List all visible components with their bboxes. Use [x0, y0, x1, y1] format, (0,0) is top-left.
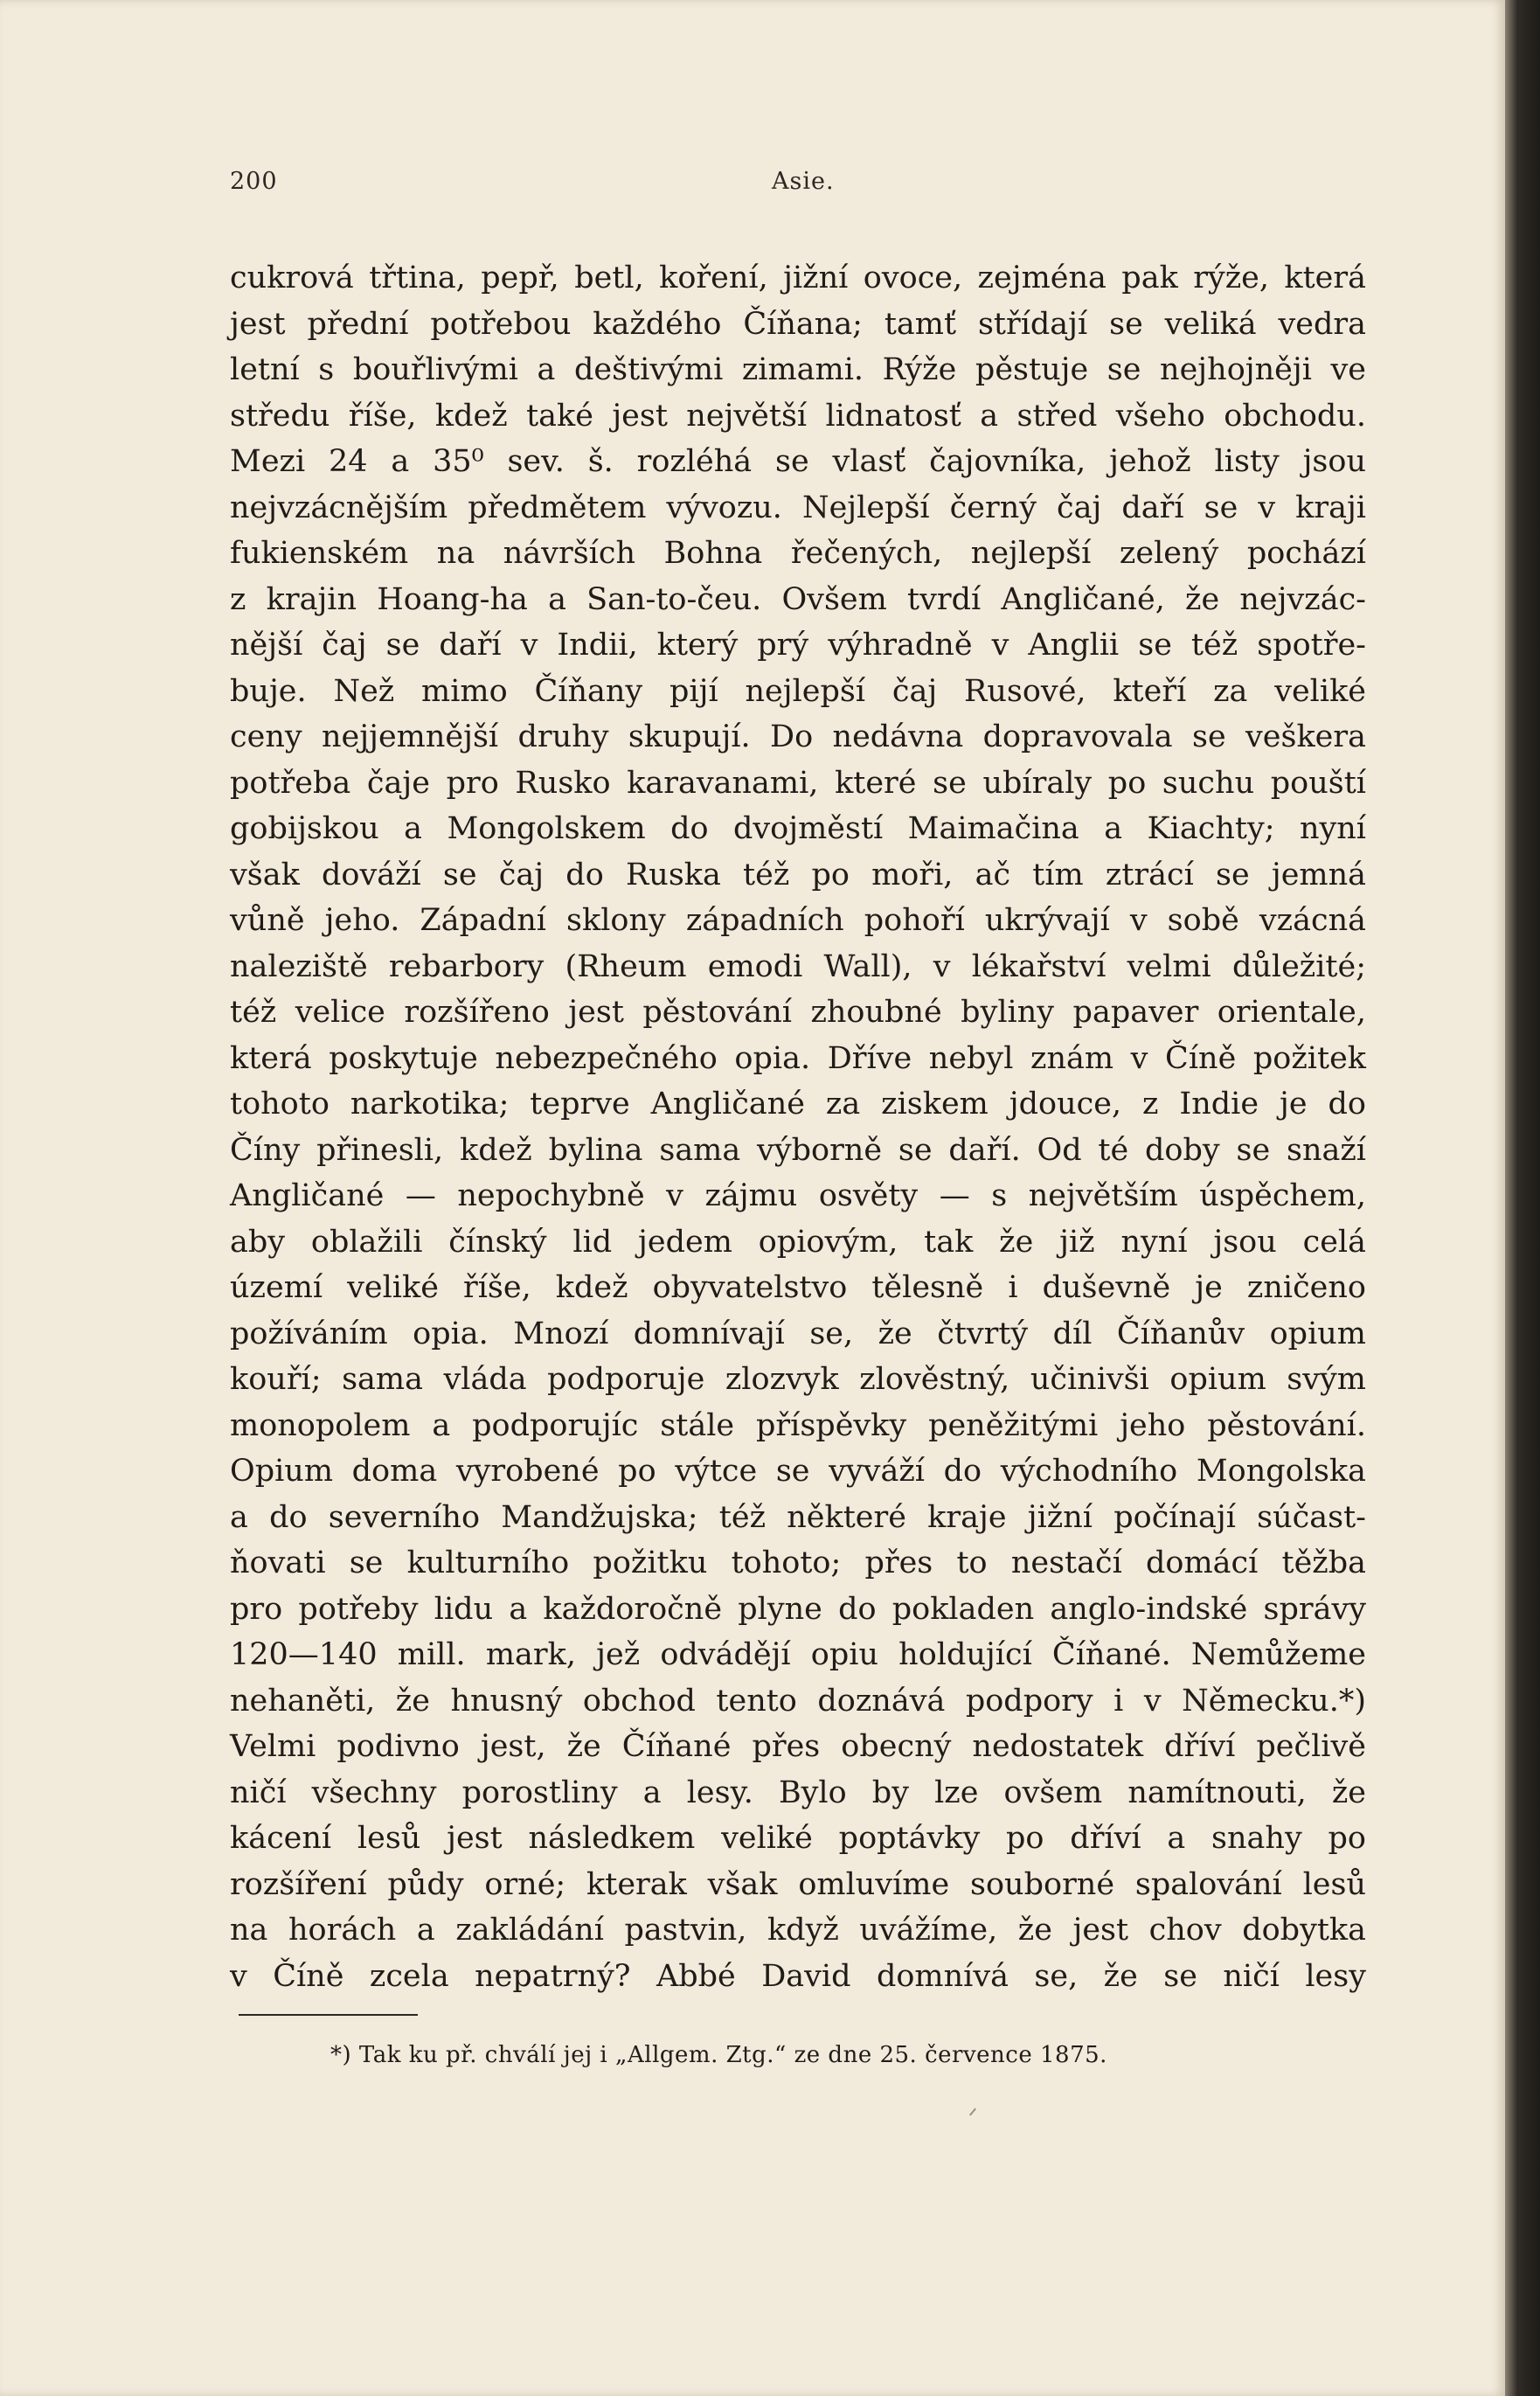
- text-line: která poskytuje nebezpečného opia. Dříve nebyl znám v Číně požitek: [230, 1040, 1366, 1076]
- text-line: požíváním opia. Mnozí domnívají se, že čtvrtý díl Číňanův opium: [230, 1316, 1366, 1351]
- text-line: jest přední potřebou každého Číňana; tamť střídají se veliká vedra: [230, 306, 1366, 342]
- text-line: Velmi podivno jest, že Číňané přes obecný nedostatek dříví pečlivě: [230, 1729, 1366, 1764]
- text-line: z krajin Hoang-ha a San-to-čeu. Ovšem tvrdí Angličané, že nejvzác-: [230, 581, 1366, 617]
- text-line: aby oblažili čínský lid jedem opiovým, tak že již nyní jsou celá: [230, 1224, 1366, 1260]
- page-header: [230, 168, 1366, 199]
- text-line: Angličané — nepochybně v zájmu osvěty — s největším úspěchem,: [230, 1178, 1366, 1213]
- running-title: Asie.: [772, 168, 835, 195]
- text-line: území veliké říše, kdež obyvatelstvo tělesně i duševně je zničeno: [230, 1270, 1366, 1305]
- text-line: fukienském na návrších Bohna řečených, nejlepší zelený pochází: [230, 536, 1366, 571]
- text-line: nejvzácnějším předmětem vývozu. Nejlepší černý čaj daří se v kraji: [230, 490, 1366, 525]
- text-line: pro potřeby lidu a každoročně plyne do pokladen anglo-indské správy: [230, 1591, 1366, 1627]
- text-line: Číny přinesli, kdež bylina sama výborně se daří. Od té doby se snaží: [230, 1132, 1366, 1168]
- text-line: vůně jeho. Západní sklony západních pohoří ukrývají v sobě vzácná: [230, 903, 1366, 938]
- text-line: letní s bouřlivými a deštivými zimami. Rýže pěstuje se nejhojněji ve: [230, 352, 1366, 387]
- text-line: ničí všechny porostliny a lesy. Bylo by lze ovšem namítnouti, že: [230, 1774, 1366, 1810]
- text-line: nehaněti, že hnusný obchod tento doznává podpory i v Německu.*): [230, 1683, 1366, 1719]
- text-line: na horách a zakládání pastvin, když uvážíme, že jest chov dobytka: [230, 1913, 1366, 1948]
- text-line: tohoto narkotika; teprve Angličané za ziskem jdouce, z Indie je do: [230, 1087, 1366, 1122]
- text-line: v Číně zcela nepatrný? Abbé David domnívá se, že se ničí lesy: [230, 1958, 1366, 1994]
- text-line: Mezi 24 a 35⁰ sev. š. rozléhá se vlasť čajovníka, jehož listy jsou: [230, 444, 1366, 479]
- book-binding-edge: [1505, 0, 1540, 2396]
- text-line: rozšíření půdy orné; kterak však omluvíme souborné spalování lesů: [230, 1866, 1366, 1902]
- page-number: 200: [230, 168, 278, 195]
- text-line: 120—140 mill. mark, jež odvádějí opiu holdující Číňané. Nemůžeme: [230, 1637, 1366, 1672]
- ink-speck: [969, 2108, 976, 2116]
- body-text: [230, 255, 1366, 1999]
- text-line: ňovati se kulturního požitku tohoto; přes to nestačí domácí těžba: [230, 1545, 1366, 1580]
- text-line: nější čaj se daří v Indii, který prý výhradně v Anglii se též spotře-: [230, 628, 1366, 663]
- text-line: středu říše, kdež také jest největší lidnatosť a střed všeho obchodu.: [230, 398, 1366, 434]
- text-line: a do severního Mandžujska; též některé kraje jižní počínají súčast-: [230, 1499, 1366, 1535]
- text-line: kouří; sama vláda podporuje zlozvyk zlověstný, učinivši opium svým: [230, 1362, 1366, 1397]
- text-line: Opium doma vyrobené po výtce se vyváží do východního Mongolska: [230, 1454, 1366, 1489]
- footnote: *) Tak ku př. chválí jej i „Allgem. Ztg.“ ze dne 25. července 1875.: [330, 2042, 1107, 2068]
- text-line: potřeba čaje pro Rusko karavanami, které se ubíraly po suchu pouští: [230, 765, 1366, 801]
- text-line: gobijskou a Mongolskem do dvojměstí Maimačina a Kiachty; nyní: [230, 811, 1366, 846]
- text-line: kácení lesů jest následkem veliké poptávky po dříví a snahy po: [230, 1821, 1366, 1856]
- text-line: buje. Než mimo Číňany pijí nejlepší čaj Rusové, kteří za veliké: [230, 673, 1366, 709]
- text-line: též velice rozšířeno jest pěstování zhoubné byliny papaver orientale,: [230, 995, 1366, 1030]
- text-line: naleziště rebarbory (Rheum emodi Wall), v lékařství velmi důležité;: [230, 948, 1366, 984]
- text-line: však dováží se čaj do Ruska též po moři, ač tím ztrácí se jemná: [230, 857, 1366, 892]
- text-line: ceny nejjemnější druhy skupují. Do nedávna dopravovala se veškera: [230, 719, 1366, 754]
- footnote-divider: [239, 2014, 418, 2016]
- text-line: cukrová třtina, pepř, betl, koření, jižní ovoce, zejména pak rýže, která: [230, 260, 1366, 295]
- text-line: monopolem a podporujíc stále příspěvky peněžitými jeho pěstování.: [230, 1407, 1366, 1443]
